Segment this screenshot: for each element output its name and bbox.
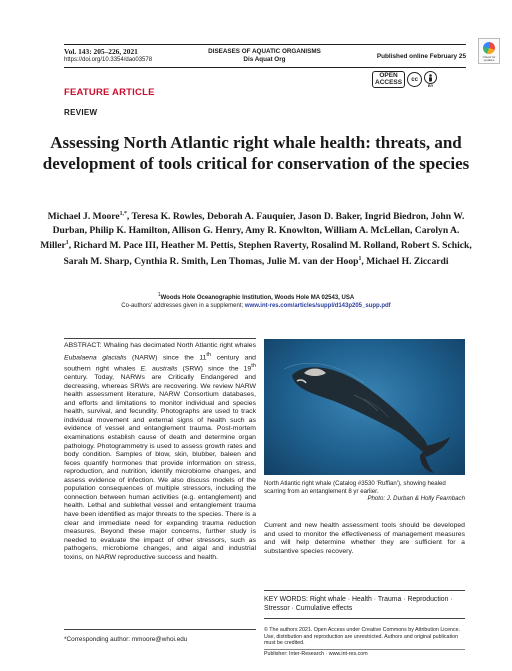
author-name: Ingrid Biedron bbox=[364, 211, 426, 223]
author-name: Sarah M. Sharp bbox=[63, 256, 130, 268]
supplement-link[interactable]: www.int-res.com/articles/suppl/d143p205_supp.pdf bbox=[244, 303, 391, 310]
author-name: Deborah A. Fauquier bbox=[206, 211, 294, 223]
author-name: John W. Durban bbox=[52, 211, 465, 236]
author-name: Len Thomas bbox=[210, 256, 262, 268]
keywords-list: Right whale · Health · Trauma · Reproduction · Stressor · Cumulative effects bbox=[264, 596, 453, 612]
doi-link[interactable]: https://doi.org/10.3354/dao03578 bbox=[64, 57, 153, 63]
copyright-text: © The authors 2021. Open Access under Creative Commons by Attribution Licence. Use, distribution and reproduction are unrestricted. Authors and original publication must be credited. bbox=[264, 627, 461, 647]
open-access-label bbox=[372, 71, 405, 88]
author-affiliation-marker: 1 bbox=[358, 256, 362, 263]
by-label: BY bbox=[427, 83, 434, 89]
creative-commons-icon: cc bbox=[407, 72, 422, 87]
open-label: OPEN bbox=[379, 72, 398, 79]
species-name: Eubalaena glacialis bbox=[64, 353, 127, 361]
author-name: Julie M. van der Hoop bbox=[266, 256, 359, 268]
section-label: REVIEW bbox=[64, 108, 98, 117]
journal-header bbox=[64, 44, 466, 68]
author-name: Philip K. Hamilton bbox=[89, 224, 168, 236]
institution: Woods Hole Oceanographic Institution, Woods Hole MA 02543, USA bbox=[160, 295, 355, 301]
author-list: Michael J. Moore$^{1,*}$, Teresa K. Rowles, Deborah A. Fauquier, Jason D. Baker, Ingrid Biedron, John W. Durban, Philip K. Hamilton, Allison G. Henry, Amy R. Knowlton, William A. McLellan, Carolyn A. Miller$^1$, Richard M. Pace III, Heather M. Pettis, Stephen Raverty, Rosalind M. Rolland, Robert S. Schick, Sarah M. Sharp, Cynthia R. Smith, Len Thomas, Julie M. van der Hoop$^1$, Michael H. Ziccardi bbox=[40, 211, 472, 268]
author-name: Amy R. Knowlton bbox=[245, 224, 320, 236]
publisher-line: Publisher: Inter-Research · www.int-res.com bbox=[264, 649, 465, 658]
author-affiliation-marker: 1 bbox=[65, 240, 69, 247]
abstract-text: (SRW) since the 19 bbox=[177, 365, 252, 373]
author-name: Cynthia R. Smith bbox=[134, 256, 206, 268]
publication-date: Published online February 25 bbox=[376, 52, 466, 60]
species-name: E. australis bbox=[140, 365, 178, 373]
volume-block bbox=[64, 48, 152, 64]
author-name: Michael J. Moore bbox=[47, 211, 120, 223]
author-name: Heather M. Pettis bbox=[160, 240, 234, 252]
abstract-label: ABSTRACT: bbox=[64, 342, 102, 349]
caption-text: North Atlantic right whale (Catalog #3530 'Ruffian'), showing healed scarring from an entanglement 8 yr earlier. bbox=[264, 480, 446, 495]
article-title: Assessing North Atlantic right whale health: threats, and development of tools critical for conservation of the species bbox=[42, 133, 470, 173]
journal-name: DISEASES OF AQUATIC ORGANISMS bbox=[208, 48, 321, 55]
author-name: Allison G. Henry bbox=[171, 224, 241, 236]
affiliations bbox=[40, 291, 472, 311]
crossmark-icon bbox=[483, 42, 495, 54]
abstract-text: century. Today, NARWs are Critically Endangered and decreasing, whereas SRWs are recovering. We review NARW health assessment literature, NARW Consortium databases, and efforts and limitations to monitor individual and species health, survival, and fecundity. Photographs are used to track individual movement and external signs of health such as evidence of vessel and entanglement trauma. Post-mortem examinations establish cause of death and determine organ pathology. Photogrammetry is used to assess growth rates and body condition. Samples of blow, skin, blubber, baleen and feces quantify hormones that provide information on stress, reproduction, and nutrition, identify microbiome changes, and assess evidence of infection. We also discuss models of the population consequences of multiple stressors, including the connection between human activities (e.g. entanglement) and health. Lethal and sublethal vessel and entanglement trauma have been identified as major threats to the species. There is a clear and immediate need for expanding trauma reduction measures. Beyond these major concerns, further study is needed to evaluate the impact of other stressors, such as pathogens, microbiome changes, and algal and industrial toxins, on NARW reproductive success and health. bbox=[64, 374, 256, 561]
photo-credit: Photo: J. Durban & Holly Fearnbach bbox=[367, 495, 465, 503]
journal-name-block bbox=[208, 48, 321, 64]
volume-info: Vol. 143: 205–226, 2021 bbox=[64, 47, 138, 56]
open-access-badge bbox=[372, 71, 437, 88]
check-for-updates-label: Check for updates bbox=[482, 55, 496, 63]
ordinal-suffix: th bbox=[251, 363, 256, 370]
right-whale-image bbox=[264, 339, 465, 475]
author-affiliation-marker: 1,* bbox=[119, 211, 127, 217]
abstract bbox=[64, 338, 256, 630]
author-name: Stephen Raverty bbox=[238, 240, 307, 252]
author-name: Teresa K. Rowles bbox=[131, 211, 203, 223]
abstract-text: (NARW) since the 11 bbox=[126, 353, 207, 361]
journal-abbrev: Dis Aquat Org bbox=[243, 56, 286, 63]
keywords-label: KEY WORDS: bbox=[264, 596, 308, 603]
keywords bbox=[264, 590, 465, 619]
copyright-notice bbox=[264, 627, 465, 657]
abstract-text: century and southern right whales bbox=[64, 353, 256, 373]
author-name: Rosalind M. Rolland bbox=[311, 240, 397, 252]
affiliation-marker: 1 bbox=[157, 292, 161, 298]
check-for-updates-badge[interactable] bbox=[478, 38, 500, 64]
author-name: Michael H. Ziccardi bbox=[366, 256, 449, 268]
author-name: Jason D. Baker bbox=[298, 211, 360, 223]
ordinal-suffix: th bbox=[206, 351, 212, 358]
figure-caption bbox=[264, 480, 465, 503]
author-name: William A. McLellan bbox=[324, 224, 410, 236]
author-name: Richard M. Pace III bbox=[73, 240, 157, 252]
author-name: Carolyn A. Miller bbox=[40, 224, 460, 252]
attribution-badge bbox=[424, 71, 437, 88]
author-name: Robert S. Schick bbox=[400, 240, 470, 252]
article-type: FEATURE ARTICLE bbox=[64, 87, 155, 98]
access-label: ACCESS bbox=[375, 78, 403, 86]
corresponding-author: *Corresponding author: mmoore@whoi.edu bbox=[64, 636, 188, 643]
abstract-text: Whaling has decimated North Atlantic right whales bbox=[101, 342, 256, 349]
supplement-note: Co-authors' addresses given in a supplement; bbox=[121, 303, 245, 310]
whale-photo bbox=[264, 339, 465, 475]
summary-paragraph: Current and new health assessment tools should be developed and used to monitor the effectiveness of management measures and will help determine whether they are sufficient for a substantive species recovery. bbox=[264, 522, 465, 555]
